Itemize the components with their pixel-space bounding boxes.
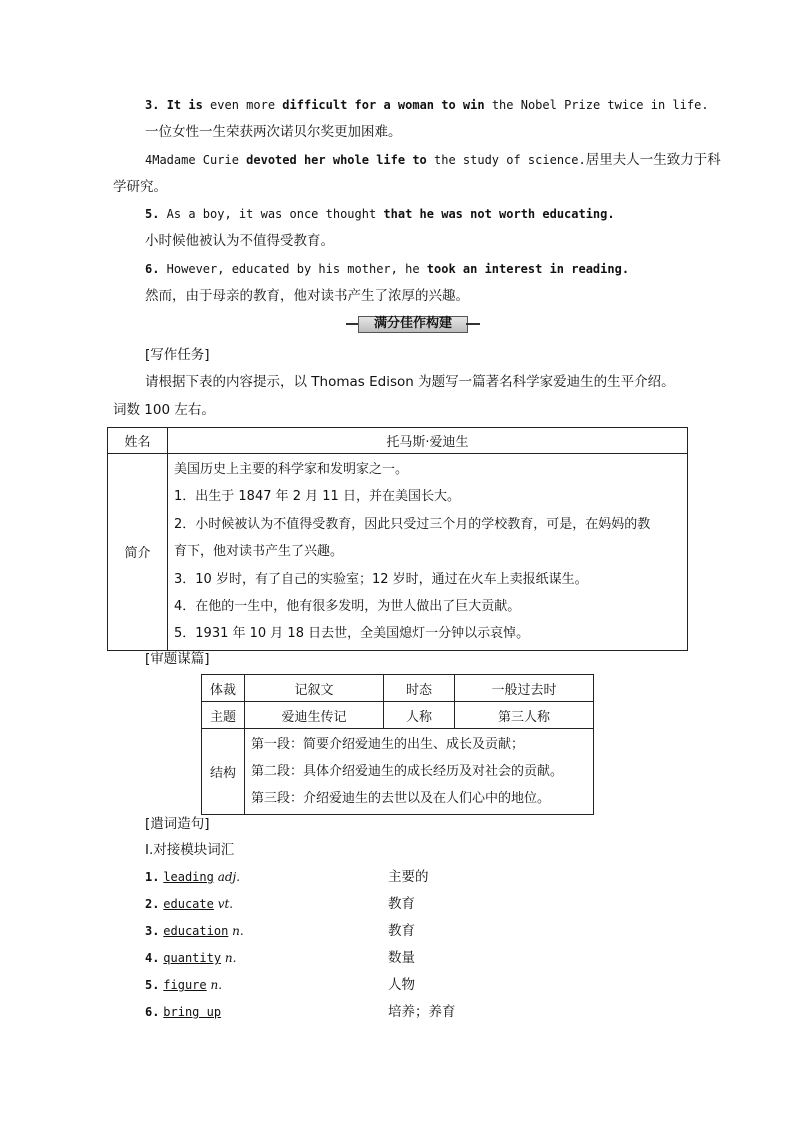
vocab-label: [遣词造句] — [145, 816, 210, 832]
example-sentence-5: 5. As a boy, it was once thought that he was not worth educating. — [145, 207, 615, 221]
vocab-meaning: 人物 — [388, 977, 415, 993]
intro-line: 3．10 岁时，有了自己的实验室；12 岁时，通过在火车上卖报纸谋生。 — [174, 571, 588, 587]
structure-line: 第三段：介绍爱迪生的去世以及在人们心中的地位。 — [251, 791, 551, 806]
example-sentence-4: 4Madame Curie devoted her whole life to the study of science.居里夫人一生致力于科 — [145, 152, 721, 168]
intro-cell — [168, 454, 688, 651]
vocab-subheading: Ⅰ.对接模块词汇 — [145, 842, 235, 858]
task-word-count: 词数 100 左右。 — [113, 402, 215, 418]
intro-line: 4．在他的一生中，他有很多发明，为世人做出了巨大贡献。 — [174, 599, 521, 615]
structure-cell — [245, 729, 594, 815]
vocab-item: 3. education n. — [145, 924, 244, 938]
vocab-item: 1. leading adj. — [145, 870, 241, 884]
name-value: 托马斯·爱迪生 — [168, 428, 688, 454]
table-row — [202, 729, 594, 815]
intro-header: 简介 — [108, 454, 168, 651]
tense-header: 时态 — [384, 675, 455, 702]
example-sentence-6: 6. However, educated by his mother, he took an interest in reading. — [145, 262, 630, 276]
person-header: 人称 — [384, 702, 455, 729]
structure-line: 第二段：具体介绍爱迪生的成长经历及对社会的贡献。 — [251, 764, 564, 779]
task-instruction: 请根据下表的内容提示，以 Thomas Edison 为题写一篇著名科学家爱迪生的生平介绍。 — [145, 374, 675, 390]
theme-header: 主题 — [202, 702, 245, 729]
structure-header: 结构 — [202, 729, 245, 815]
intro-line: 美国历史上主要的科学家和发明家之一。 — [174, 462, 409, 477]
vocab-meaning: 教育 — [388, 923, 415, 939]
theme-value: 爱迪生传记 — [245, 702, 384, 729]
analysis-table — [201, 674, 594, 815]
table-row — [108, 454, 688, 651]
tense-value: 一般过去时 — [455, 675, 594, 702]
table-row — [202, 702, 594, 729]
vocab-meaning: 主要的 — [388, 869, 429, 885]
example-translation-4: 学研究。 — [113, 179, 167, 195]
name-header: 姓名 — [108, 428, 168, 454]
genre-header: 体裁 — [202, 675, 245, 702]
vocab-item: 6. bring up — [145, 1005, 222, 1019]
vocab-meaning: 教育 — [388, 896, 415, 912]
vocab-item: 5. figure n. — [145, 978, 223, 992]
profile-table — [107, 427, 688, 651]
example-translation-5: 小时候他被认为不值得受教育。 — [145, 233, 334, 249]
intro-line: 1．出生于 1847 年 2 月 11 日，并在美国长大。 — [174, 489, 460, 505]
intro-line: 2．小时候被认为不值得受教育，因此只受过三个月的学校教育，可是，在妈妈的教 — [174, 516, 651, 532]
vocab-meaning: 培养；养育 — [388, 1004, 456, 1020]
intro-line: 5．1931 年 10 月 18 日去世，全美国熄灯一分钟以示哀悼。 — [174, 626, 530, 642]
vocab-item: 4. quantity n. — [145, 951, 237, 965]
structure-line: 第一段：简要介绍爱迪生的出生、成长及贡献； — [251, 737, 525, 752]
person-value: 第三人称 — [455, 702, 594, 729]
task-label: [写作任务] — [145, 347, 210, 363]
table-row — [108, 428, 688, 454]
vocab-meaning: 数量 — [388, 950, 415, 966]
vocab-item: 2. educate vt. — [145, 897, 234, 911]
example-translation-3: 一位女性一生荣获两次诺贝尔奖更加困难。 — [145, 124, 402, 140]
section-banner — [346, 315, 480, 333]
intro-line: 育下，他对读书产生了兴趣。 — [174, 544, 344, 560]
genre-value: 记叙文 — [245, 675, 384, 702]
banner-title: 满分佳作构建 — [373, 316, 452, 331]
sentence-number: 3. — [145, 98, 160, 112]
example-translation-6: 然而，由于母亲的教育，他对读书产生了浓厚的兴趣。 — [145, 288, 469, 304]
analysis-label: [审题谋篇] — [145, 651, 210, 667]
table-row — [202, 675, 594, 702]
example-sentence-3: 3. It is even more difficult for a woman to win the Nobel Prize twice in life. — [145, 98, 709, 112]
